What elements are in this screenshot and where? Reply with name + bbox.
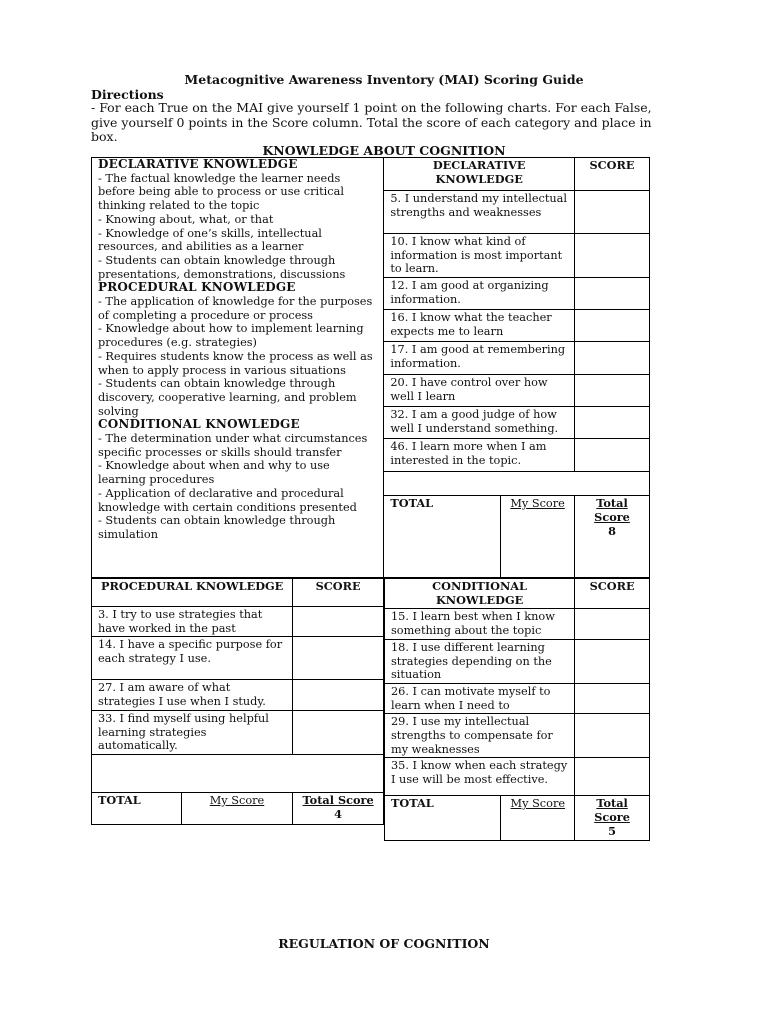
definition-line: - Knowledge of one’s skills, intellectual resources, and abilities as a learner [98, 226, 322, 254]
procedural-score-header: SCORE [293, 579, 384, 607]
procedural-item: 14. I have a specific purpose for each strategy I use. [92, 637, 293, 680]
score-cell[interactable] [575, 609, 650, 639]
total-score-value: 5 [608, 823, 617, 838]
declarative-header: DECLARATIVE KNOWLEDGE [384, 158, 575, 191]
definition-heading: CONDITIONAL KNOWLEDGE [98, 417, 300, 432]
conditional-my-score[interactable]: My Score [501, 796, 575, 840]
score-cell[interactable] [575, 278, 650, 310]
declarative-item: 16. I know what the teacher expects me to learn [384, 310, 575, 342]
declarative-item: 20. I have control over how well I learn [384, 375, 575, 407]
score-cell[interactable] [575, 191, 650, 234]
score-cell[interactable] [293, 607, 384, 637]
procedural-item: 33. I find myself using helpful learning strategies automatically. [92, 710, 293, 754]
declarative-item: 12. I am good at organizing information. [384, 278, 575, 310]
conditional-item: 26. I can motivate myself to learn when I need to [385, 683, 575, 713]
definition-line: - Knowing about, what, or that [98, 212, 274, 226]
score-cell[interactable] [293, 680, 384, 710]
conditional-item: 35. I know when each strategy I use will be most effective. [385, 758, 575, 796]
declarative-item: 5. I understand my intellectual strengths and weaknesses [384, 191, 575, 234]
conditional-total-score [575, 796, 650, 840]
declarative-block [91, 157, 650, 578]
score-cell[interactable] [575, 683, 650, 713]
definition-line: - Students can obtain knowledge through discovery, cooperative learning, and problem solving [98, 377, 357, 418]
declarative-item: 46. I learn more when I am interested in the topic. [384, 439, 575, 472]
total-score-value: 4 [334, 806, 343, 821]
score-cell[interactable] [575, 439, 650, 472]
definition-heading: DECLARATIVE KNOWLEDGE [98, 157, 298, 171]
conditional-item: 15. I learn best when I know something about the topic [385, 609, 575, 639]
score-cell[interactable] [575, 758, 650, 796]
total-score-label: Total Score [594, 796, 630, 825]
definition-line: - Students can obtain knowledge through simulation [98, 514, 336, 541]
definition-line: - Knowledge about when and why to use learning procedures [98, 459, 330, 487]
definition-line: - Knowledge about how to implement learning procedures (e.g. strategies) [98, 322, 364, 350]
procedural-total-score [293, 792, 384, 824]
score-cell[interactable] [575, 407, 650, 439]
score-cell[interactable] [575, 375, 650, 407]
procedural-my-score[interactable]: My Score [181, 792, 293, 824]
section-heading-knowledge: KNOWLEDGE ABOUT COGNITION [262, 143, 506, 158]
procedural-total-label: TOTAL [92, 792, 182, 824]
declarative-item: 17. I am good at remembering information. [384, 342, 575, 375]
section-heading-regulation: REGULATION OF COGNITION [278, 936, 490, 951]
conditional-total-label: TOTAL [385, 796, 501, 840]
blank-row [384, 472, 650, 496]
procedural-block [91, 578, 384, 825]
total-score-value: 8 [608, 523, 616, 538]
conditional-block [384, 578, 650, 841]
definition-line: - The determination under what circumstances specific processes or skills should transfer [98, 432, 368, 459]
declarative-score-header: SCORE [575, 158, 650, 191]
conditional-score-header: SCORE [575, 579, 650, 609]
score-cell[interactable] [293, 710, 384, 754]
declarative-item: 10. I know what kind of information is most important to learn. [384, 234, 575, 278]
procedural-header: PROCEDURAL KNOWLEDGE [92, 579, 293, 607]
definition-heading: PROCEDURAL KNOWLEDGE [98, 280, 296, 295]
blank-row [92, 754, 384, 792]
score-cell[interactable] [575, 310, 650, 342]
procedural-item: 27. I am aware of what strategies I use when I study. [92, 680, 293, 710]
total-score-label: Total Score [302, 792, 374, 807]
score-cell[interactable] [575, 342, 650, 375]
definition-line: - Students can obtain knowledge through presentations, demonstrations, discussions [98, 253, 346, 281]
definition-line: - Requires students know the process as well as when to apply process in various situations [98, 349, 373, 377]
definition-line: - The factual knowledge the learner needs before being able to process or use critical thinking related to the topic [98, 171, 344, 213]
declarative-item: 32. I am a good judge of how well I understand something. [384, 407, 575, 439]
conditional-item: 18. I use different learning strategies depending on the situation [385, 639, 575, 683]
score-cell[interactable] [293, 637, 384, 680]
definitions-cell [92, 158, 384, 578]
declarative-total-label: TOTAL [384, 496, 501, 578]
conditional-header: CONDITIONAL KNOWLEDGE [385, 579, 575, 609]
score-cell[interactable] [575, 639, 650, 683]
declarative-total-score [575, 496, 650, 578]
page-title: Metacognitive Awareness Inventory (MAI) Scoring Guide [184, 72, 584, 87]
directions-text: - For each True on the MAI give yourself 1 point on the following charts. For each False, give yourself 0 points in the Score column. Total the score of each category and place in box. [91, 100, 652, 144]
declarative-my-score[interactable]: My Score [501, 496, 575, 578]
score-cell[interactable] [575, 234, 650, 278]
definition-line: - Application of declarative and procedural knowledge with certain conditions presented [98, 486, 357, 514]
score-cell[interactable] [575, 714, 650, 758]
directions-heading: Directions [91, 87, 164, 102]
conditional-item: 29. I use my intellectual strengths to compensate for my weaknesses [385, 714, 575, 758]
total-score-label: Total Score [594, 496, 630, 524]
definition-line: - The application of knowledge for the purposes of completing a procedure or process [98, 295, 373, 322]
procedural-item: 3. I try to use strategies that have worked in the past [92, 607, 293, 637]
